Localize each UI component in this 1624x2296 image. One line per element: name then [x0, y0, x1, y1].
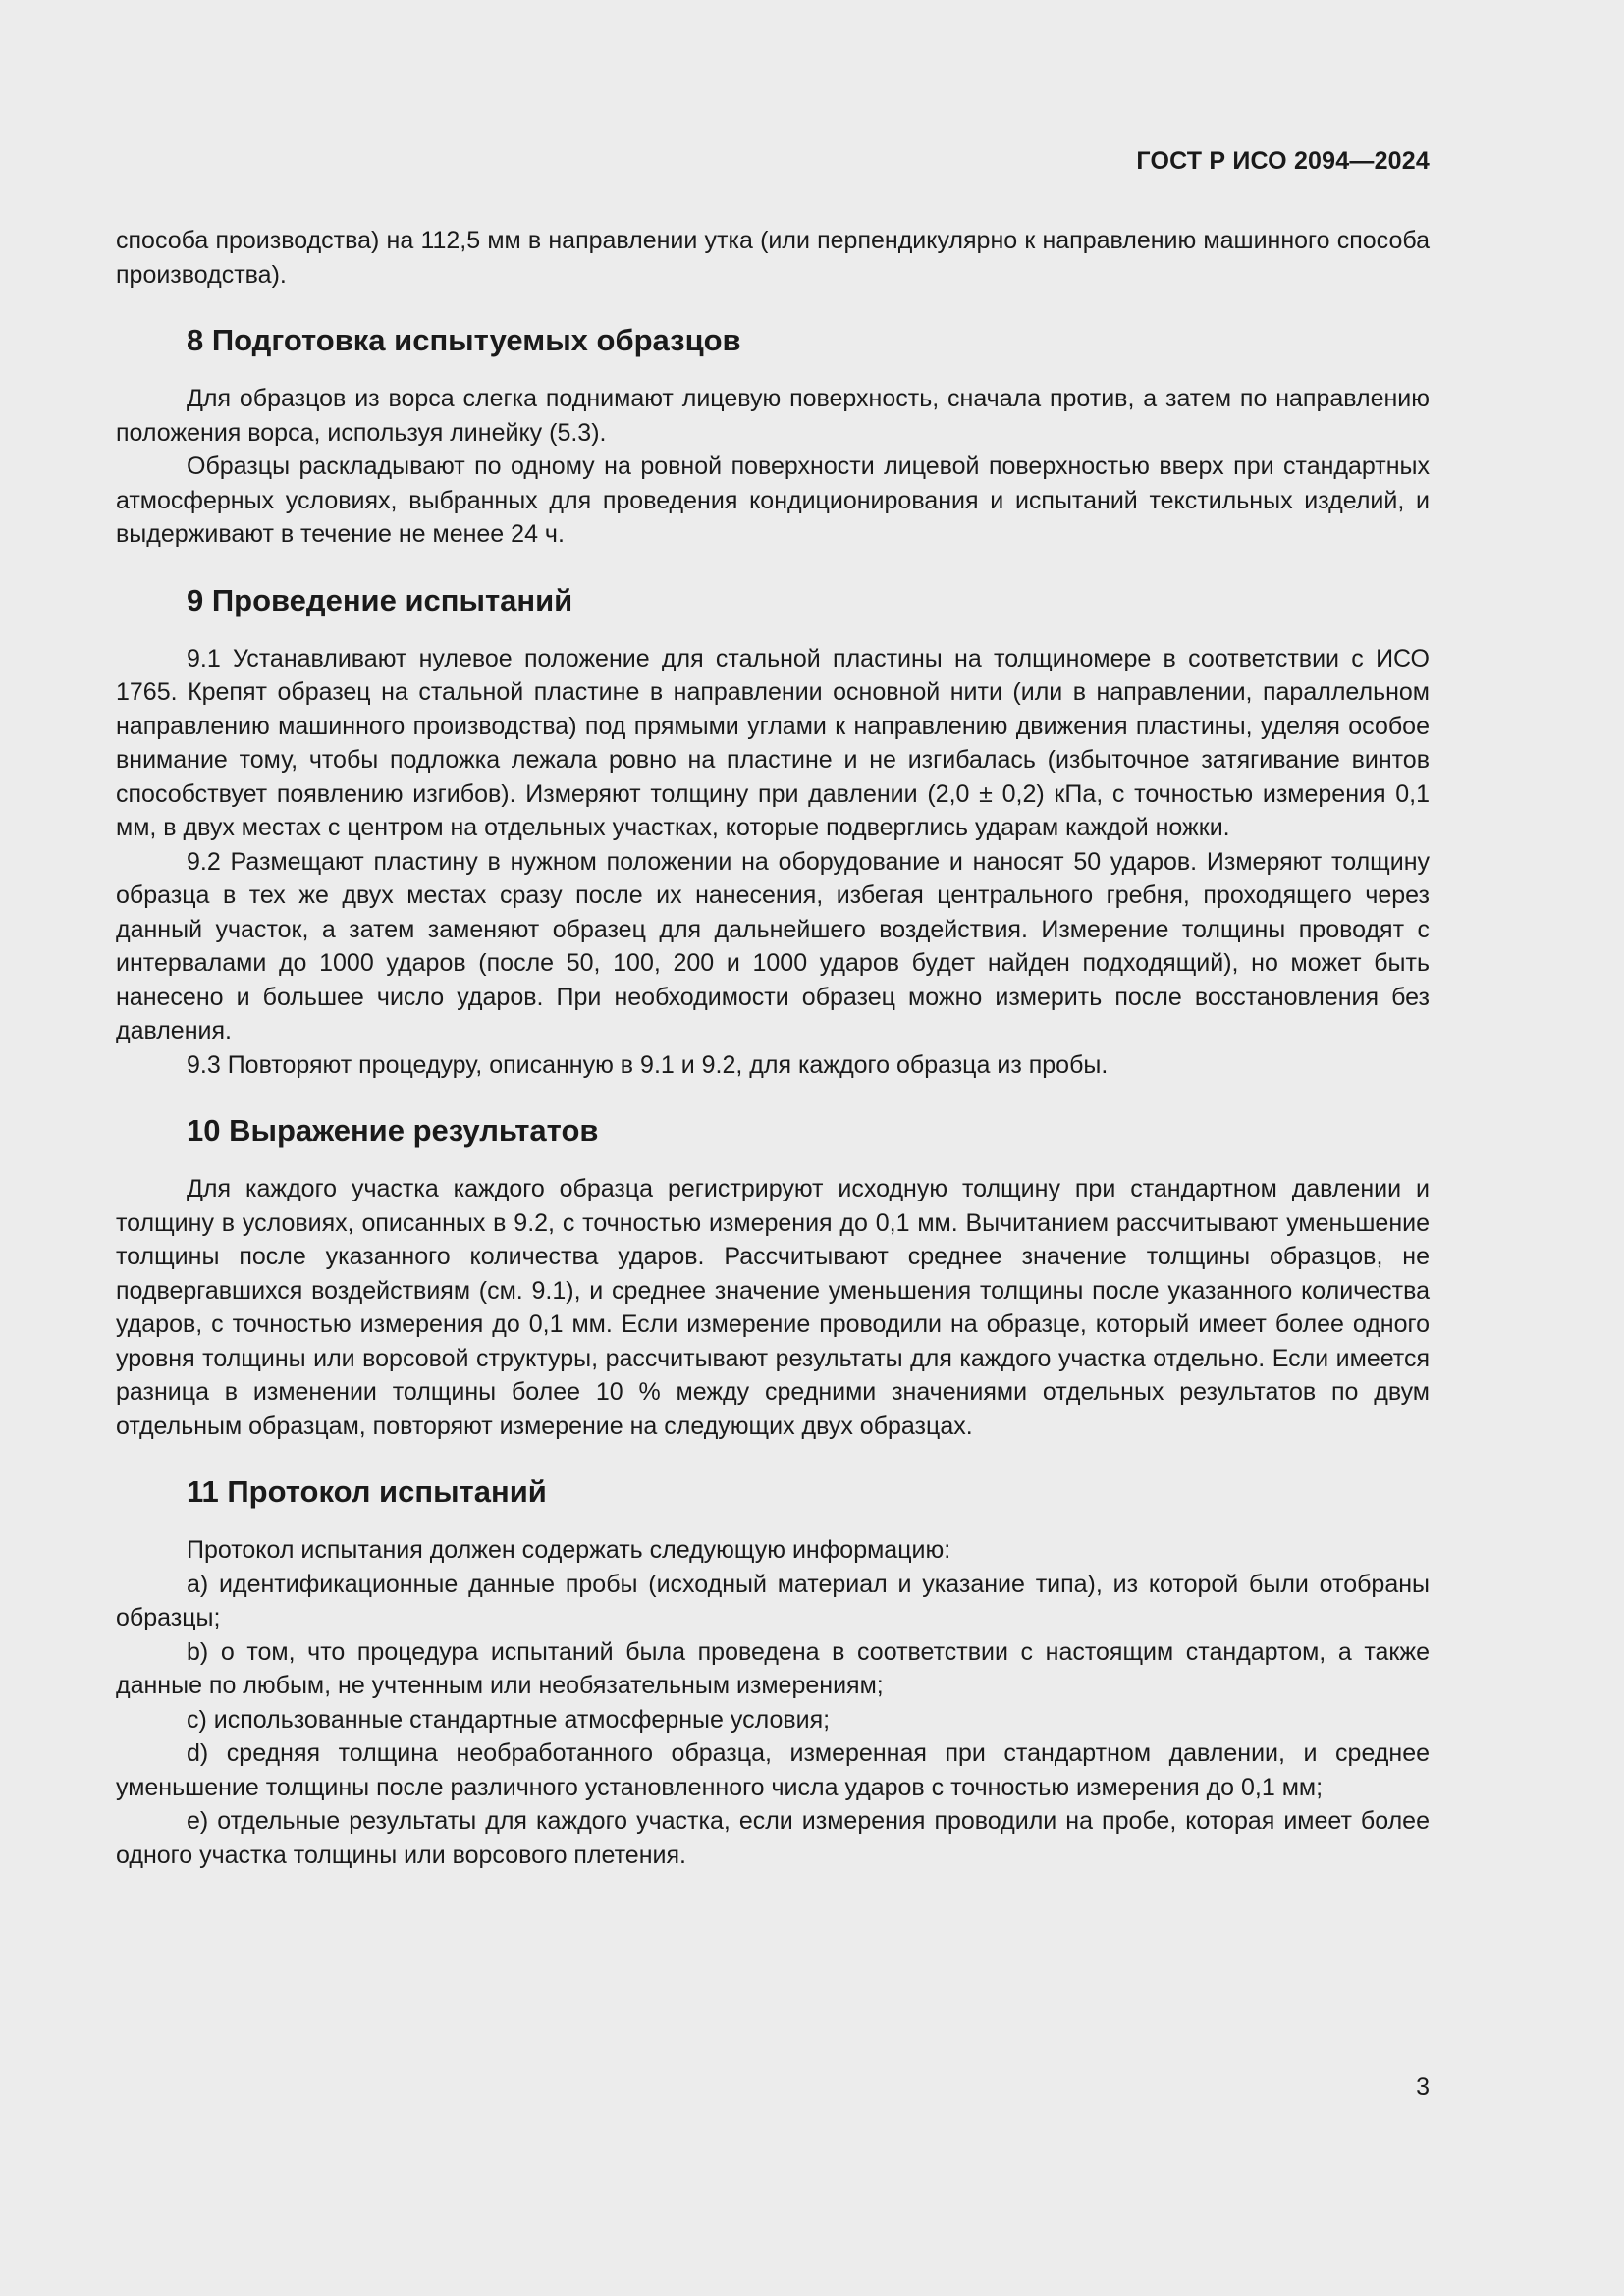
section-8-paragraph-2: Образцы раскладывают по одному на ровной поверхности лицевой поверхностью вверх при стандартных атмосферных условиях, выбранных для проведения кондиционирования и испытаний текстильных изделий, и выдерживают в течение не менее 24 ч. [116, 453, 1430, 548]
section-8-paragraph-1: Для образцов из ворса слегка поднимают лицевую поверхность, сначала против, а затем по направлению положения ворса, используя линейку (5.3). [116, 385, 1430, 447]
section-11-intro: Протокол испытания должен содержать следующую информацию: [187, 1536, 951, 1564]
list-item-c: c) использованные стандартные атмосферные условия; [187, 1705, 831, 1734]
list-item-a: a) идентификационные данные пробы (исходный материал и указание типа), из которой были отобраны образцы; [116, 1570, 1430, 1631]
section-10-paragraph: Для каждого участка каждого образца регистрируют исходную толщину при стандартном давлении и толщину в условиях, описанных в 9.2, с точностью измерения до 0,1 мм. Вычитанием рассчитывают уменьшение толщины после указанного количества ударов. Рассчитывают среднее значение толщины образцов, не подвергавшихся воздействиям (см. 9.1), и среднее значение уменьшения толщины после указанного количества ударов, с точностью измерения до 0,1 мм. Если измерение проводили на образце, который имеет более одного уровня толщины или ворсовой структуры, рассчитывают результаты для каждого участка отдельно. Если имеется разница в изменении толщины более 10 % между средними значениями отдельных результатов по двум отдельным образцам, повторяют измерение на следующих двух образцах. [116, 1175, 1430, 1440]
page-number: 3 [1416, 2073, 1430, 2101]
section-11-title: 11 Протокол испытаний [187, 1474, 547, 1509]
section-9-1-paragraph: 9.1 Устанавливают нулевое положение для стальной пластины на толщиномере в соответствии с ИСО 1765. Крепят образец на стальной пластине в направлении основной нити (или в направлении, параллельном направлению машинного производства) под прямыми углами к направлению движения пластины, уделяя особое внимание тому, чтобы подложка лежала ровно на пластине и не изгибалась (избыточное затягивание винтов способствует появлению изгибов). Измеряют толщину при давлении (2,0 ± 0,2) кПа, с точностью измерения 0,1 мм, в двух местах с центром на отдельных участках, которые подверглись ударам каждой ножки. [116, 644, 1430, 841]
section-10-title: 10 Выражение результатов [187, 1113, 599, 1148]
section-8-title: 8 Подготовка испытуемых образцов [187, 323, 741, 357]
document-body [116, 224, 1430, 1872]
section-9-3-paragraph: 9.3 Повторяют процедуру, описанную в 9.1 и 9.2, для каждого образца из пробы. [187, 1050, 1109, 1079]
section-9-2-paragraph: 9.2 Размещают пластину в нужном положении на оборудование и наносят 50 ударов. Измеряют толщину образца в тех же двух местах сразу после их нанесения, избегая центрального гребня, проходящего через данный участок, а затем заменяют образец для дальнейшего воздействия. Измерение толщины проводят с интервалами до 1000 ударов (после 50, 100, 200 и 1000 ударов будет найден подходящий), но может быть нанесено и большее число ударов. При необходимости образец можно измерить после восстановления без давления. [116, 847, 1430, 1044]
intro-paragraph: способа производства) на 112,5 мм в направлении утка (или перпендикулярно к направлению машинного способа производства). [116, 227, 1430, 289]
document-code-header: ГОСТ Р ИСО 2094—2024 [1136, 147, 1430, 175]
list-item-d: d) средняя толщина необработанного образца, измеренная при стандартном давлении, и среднее уменьшение толщины после различного установленного числа ударов с точностью измерения до 0,1 мм; [116, 1739, 1430, 1801]
list-item-e: e) отдельные результаты для каждого участка, если измерения проводили на пробе, которая имеет более одного участка толщины или ворсового плетения. [116, 1807, 1430, 1869]
list-item-b: b) о том, что процедура испытаний была проведена в соответствии с настоящим стандартом, а также данные по любым, не учтенным или необязательным измерениям; [116, 1637, 1430, 1699]
section-9-title: 9 Проведение испытаний [187, 582, 573, 617]
